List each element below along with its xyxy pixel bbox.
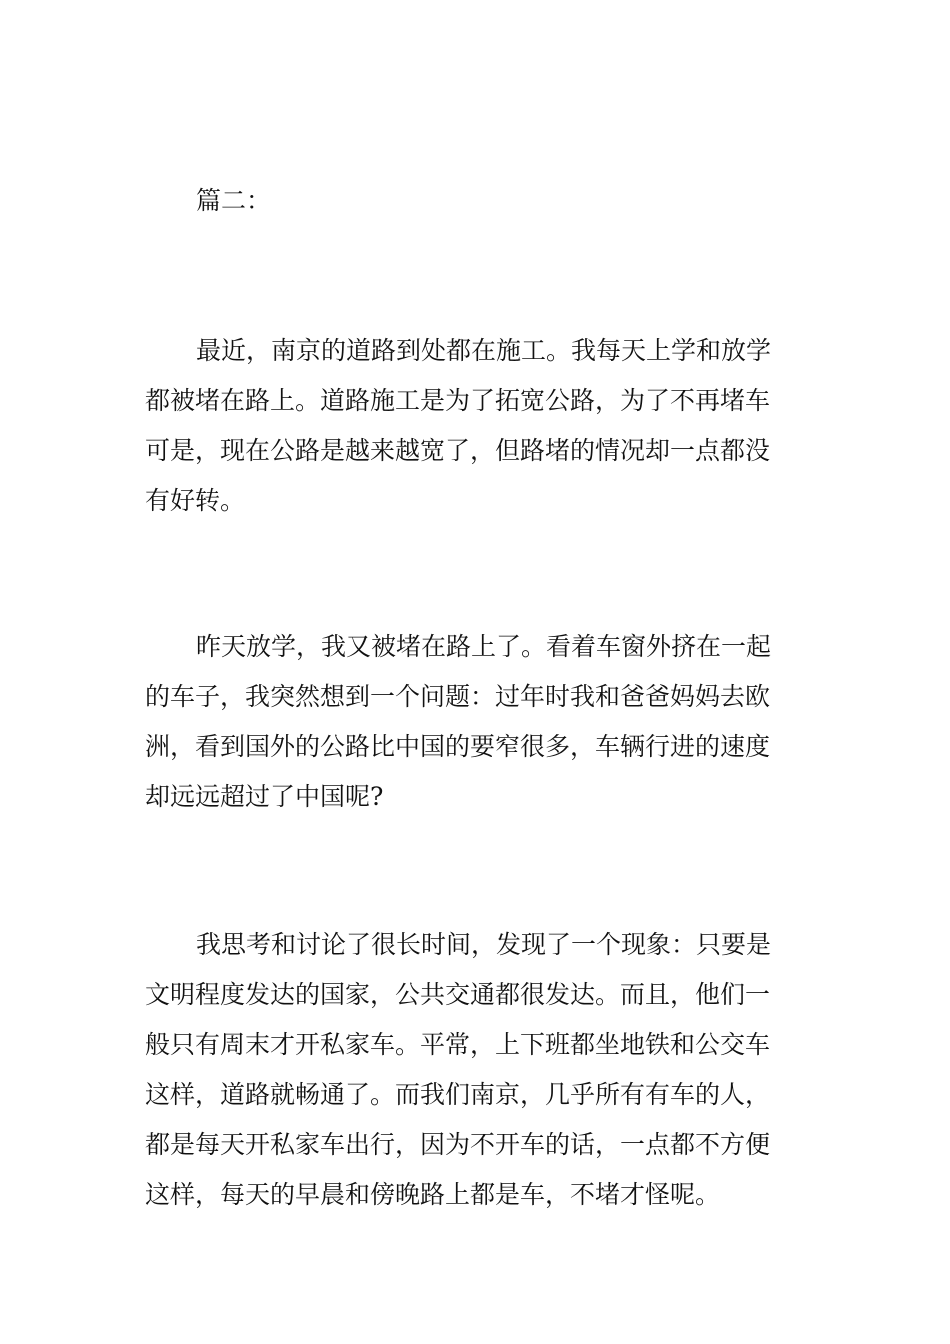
paragraph-line: 这样，每天的早晨和傍晚路上都是车，不堵才怪呢。 — [145, 1180, 721, 1209]
paragraph-line: 都是每天开私家车出行，因为不开车的话，一点都不方便 — [145, 1130, 771, 1159]
paragraph-line: 的车子，我突然想到一个问题：过年时我和爸爸妈妈去欧 — [145, 682, 771, 711]
paragraph-line: 最近，南京的道路到处都在施工。我每天上学和放学 — [196, 336, 772, 365]
paragraph-line: 有好转。 — [145, 486, 246, 515]
paragraph-line: 都被堵在路上。道路施工是为了拓宽公路，为了不再堵车 — [145, 386, 771, 415]
paragraph-line: 洲，看到国外的公路比中国的要窄很多，车辆行进的速度 — [145, 732, 771, 761]
section-heading: 篇二： — [196, 186, 272, 215]
paragraph-line: 我思考和讨论了很长时间，发现了一个现象：只要是 — [196, 930, 772, 959]
paragraph-3 — [145, 920, 807, 1220]
paragraph-2 — [145, 622, 807, 822]
paragraph-line: 文明程度发达的国家，公共交通都很发达。而且，他们一 — [145, 980, 771, 1009]
paragraph-line: 般只有周末才开私家车。平常，上下班都坐地铁和公交车 — [145, 1030, 771, 1059]
paragraph-1 — [145, 326, 807, 526]
paragraph-line: 这样，道路就畅通了。而我们南京，几乎所有有车的人， — [145, 1080, 771, 1109]
paragraph-line: 可是，现在公路是越来越宽了，但路堵的情况却一点都没 — [145, 436, 771, 465]
paragraph-line: 却远远超过了中国呢? — [145, 782, 384, 811]
paragraph-line: 昨天放学，我又被堵在路上了。看着车窗外挤在一起 — [196, 632, 772, 661]
